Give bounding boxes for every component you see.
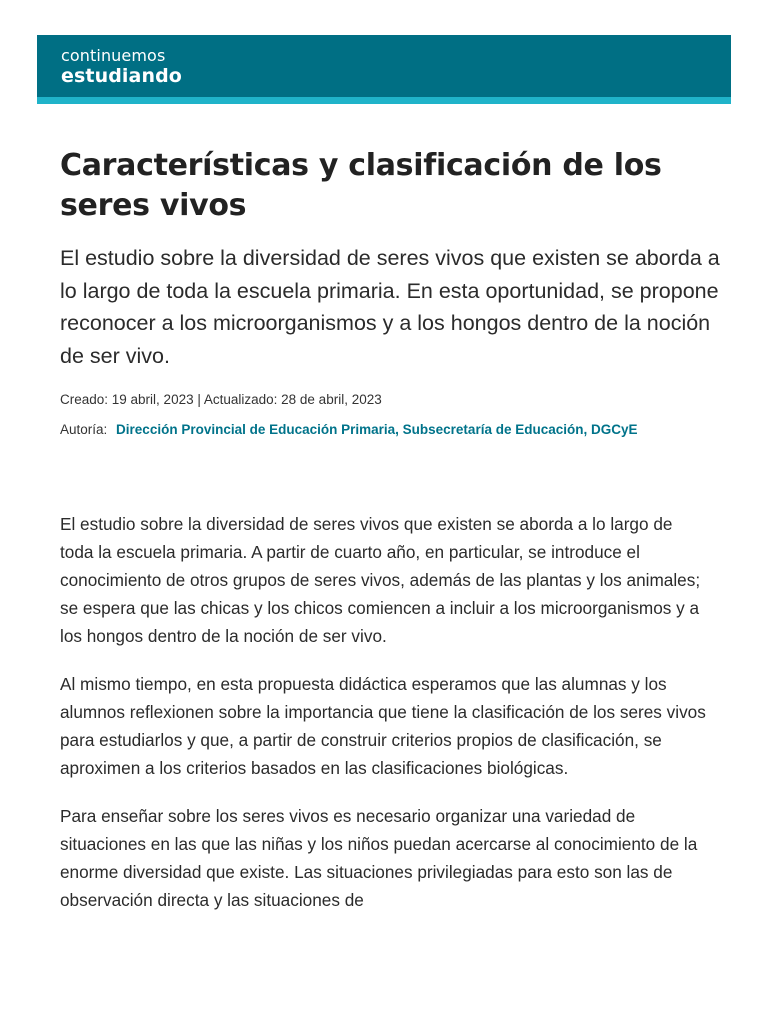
article-author bbox=[60, 422, 637, 438]
article-lead: El estudio sobre la diversidad de seres vivos que existen se aborda a lo largo de toda la escuela primaria. En esta oportunidad, se propone reconocer a los microorganismos y a los hongos dentro de la noción de ser vivo. bbox=[60, 246, 720, 368]
logo-estudiando[interactable]: estudiando bbox=[61, 65, 182, 87]
logo-continuemos[interactable]: continuemos bbox=[61, 46, 166, 65]
body-paragraph-1: El estudio sobre la diversidad de seres vivos que existen se aborda a lo largo de toda la escuela primaria. A partir de cuarto año, en particular, se introduce el conocimiento de otros grupos de seres vivos, además de las plantas y los animales; se espera que las chicas y los chicos comiencen a incluir a los microorganismos y a los hongos dentro de la noción de ser vivo. bbox=[60, 514, 701, 646]
author-link[interactable]: Dirección Provincial de Educación Primaria, Subsecretaría de Educación, DGCyE bbox=[116, 422, 638, 437]
article-dates: Creado: 19 abril, 2023 | Actualizado: 28 de abril, 2023 bbox=[60, 392, 382, 407]
site-header bbox=[37, 35, 731, 104]
body-paragraph-2: Al mismo tiempo, en esta propuesta didáctica esperamos que las alumnas y los alumnos reflexionen sobre la importancia que tiene la clasificación de los seres vivos para estudiarlos y que, a partir de construir criterios propios de clasificación, se aproximen a los criterios basados en las clasificaciones biológicas. bbox=[60, 674, 706, 778]
page-title: Características y clasificación de los seres vivos bbox=[60, 148, 662, 223]
author-label: Autoría: bbox=[60, 422, 108, 437]
body-paragraph-3: Para enseñar sobre los seres vivos es necesario organizar una variedad de situaciones en las que las niñas y los niños puedan acercarse al conocimiento de la enorme diversidad que existe. Las situaciones privilegiadas para esto son las de observación directa y las situaciones de bbox=[60, 806, 698, 910]
article-body bbox=[60, 510, 710, 934]
